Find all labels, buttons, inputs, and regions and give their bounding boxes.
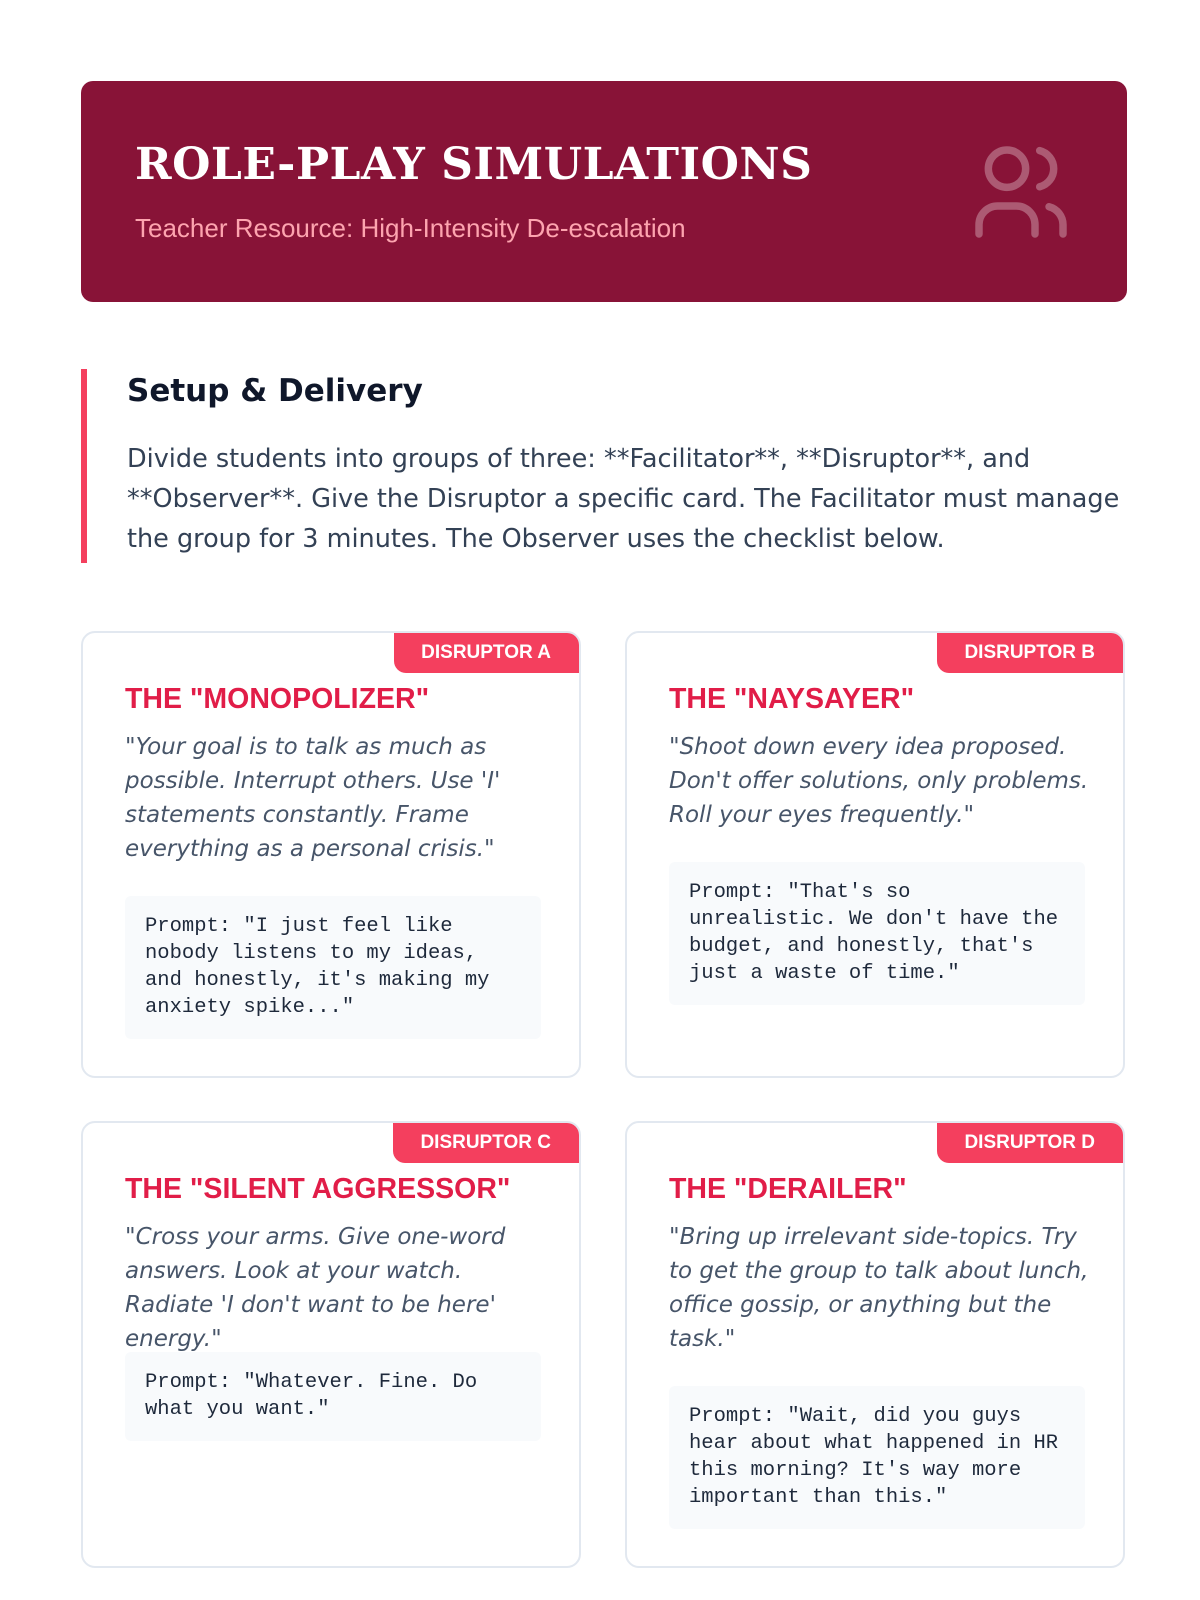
disruptor-badge: DISRUPTOR B	[937, 633, 1123, 673]
setup-body: Divide students into groups of three: **Facilitator**, **Disruptor**, and **Observer**. Give the Disruptor a specific card. The Facilitator must manage the group for 3 minutes. The Observer uses the checklist below.	[127, 444, 1120, 554]
disruptor-card-b	[625, 631, 1125, 1078]
card-title: THE "SILENT AGGRESSOR"	[125, 1173, 511, 1205]
users-icon	[965, 136, 1077, 248]
disruptor-badge: DISRUPTOR C	[393, 1123, 579, 1163]
card-description: "Cross your arms. Give one-word answers. Look at your watch. Radiate 'I don't want to be here' energy."	[125, 1224, 506, 1352]
card-description: "Bring up irrelevant side-topics. Try to get the group to talk about lunch, office gossip, or anything but the task."	[669, 1224, 1089, 1352]
setup-section	[81, 369, 1127, 563]
card-description: "Shoot down every idea proposed. Don't offer solutions, only problems. Roll your eyes frequently."	[669, 734, 1089, 828]
card-title: THE "NAYSAYER"	[669, 683, 915, 715]
page-title: ROLE-PLAY SIMULATIONS	[135, 139, 813, 190]
card-title: THE "MONOPOLIZER"	[125, 683, 430, 715]
page-subtitle: Teacher Resource: High-Intensity De-escalation	[135, 213, 686, 243]
card-prompt: Prompt: "That's so unrealistic. We don't have the budget, and honestly, that's just a waste of time."	[669, 862, 1085, 1005]
card-title: THE "DERAILER"	[669, 1173, 907, 1205]
disruptor-card-d	[625, 1121, 1125, 1568]
card-prompt: Prompt: "Wait, did you guys hear about what happened in HR this morning? It's way more important than this."	[669, 1386, 1085, 1529]
setup-title: Setup & Delivery	[127, 373, 423, 409]
card-description: "Your goal is to talk as much as possible. Interrupt others. Use 'I' statements constantly. Frame everything as a personal crisis."	[125, 734, 501, 862]
card-prompt: Prompt: "Whatever. Fine. Do what you want."	[125, 1352, 541, 1441]
disruptor-badge: DISRUPTOR A	[394, 633, 579, 673]
disruptor-card-a	[81, 631, 581, 1078]
card-prompt: Prompt: "I just feel like nobody listens to my ideas, and honestly, it's making my anxiety spike..."	[125, 896, 541, 1039]
page-header	[81, 81, 1127, 302]
disruptor-card-c	[81, 1121, 581, 1568]
disruptor-badge: DISRUPTOR D	[937, 1123, 1123, 1163]
